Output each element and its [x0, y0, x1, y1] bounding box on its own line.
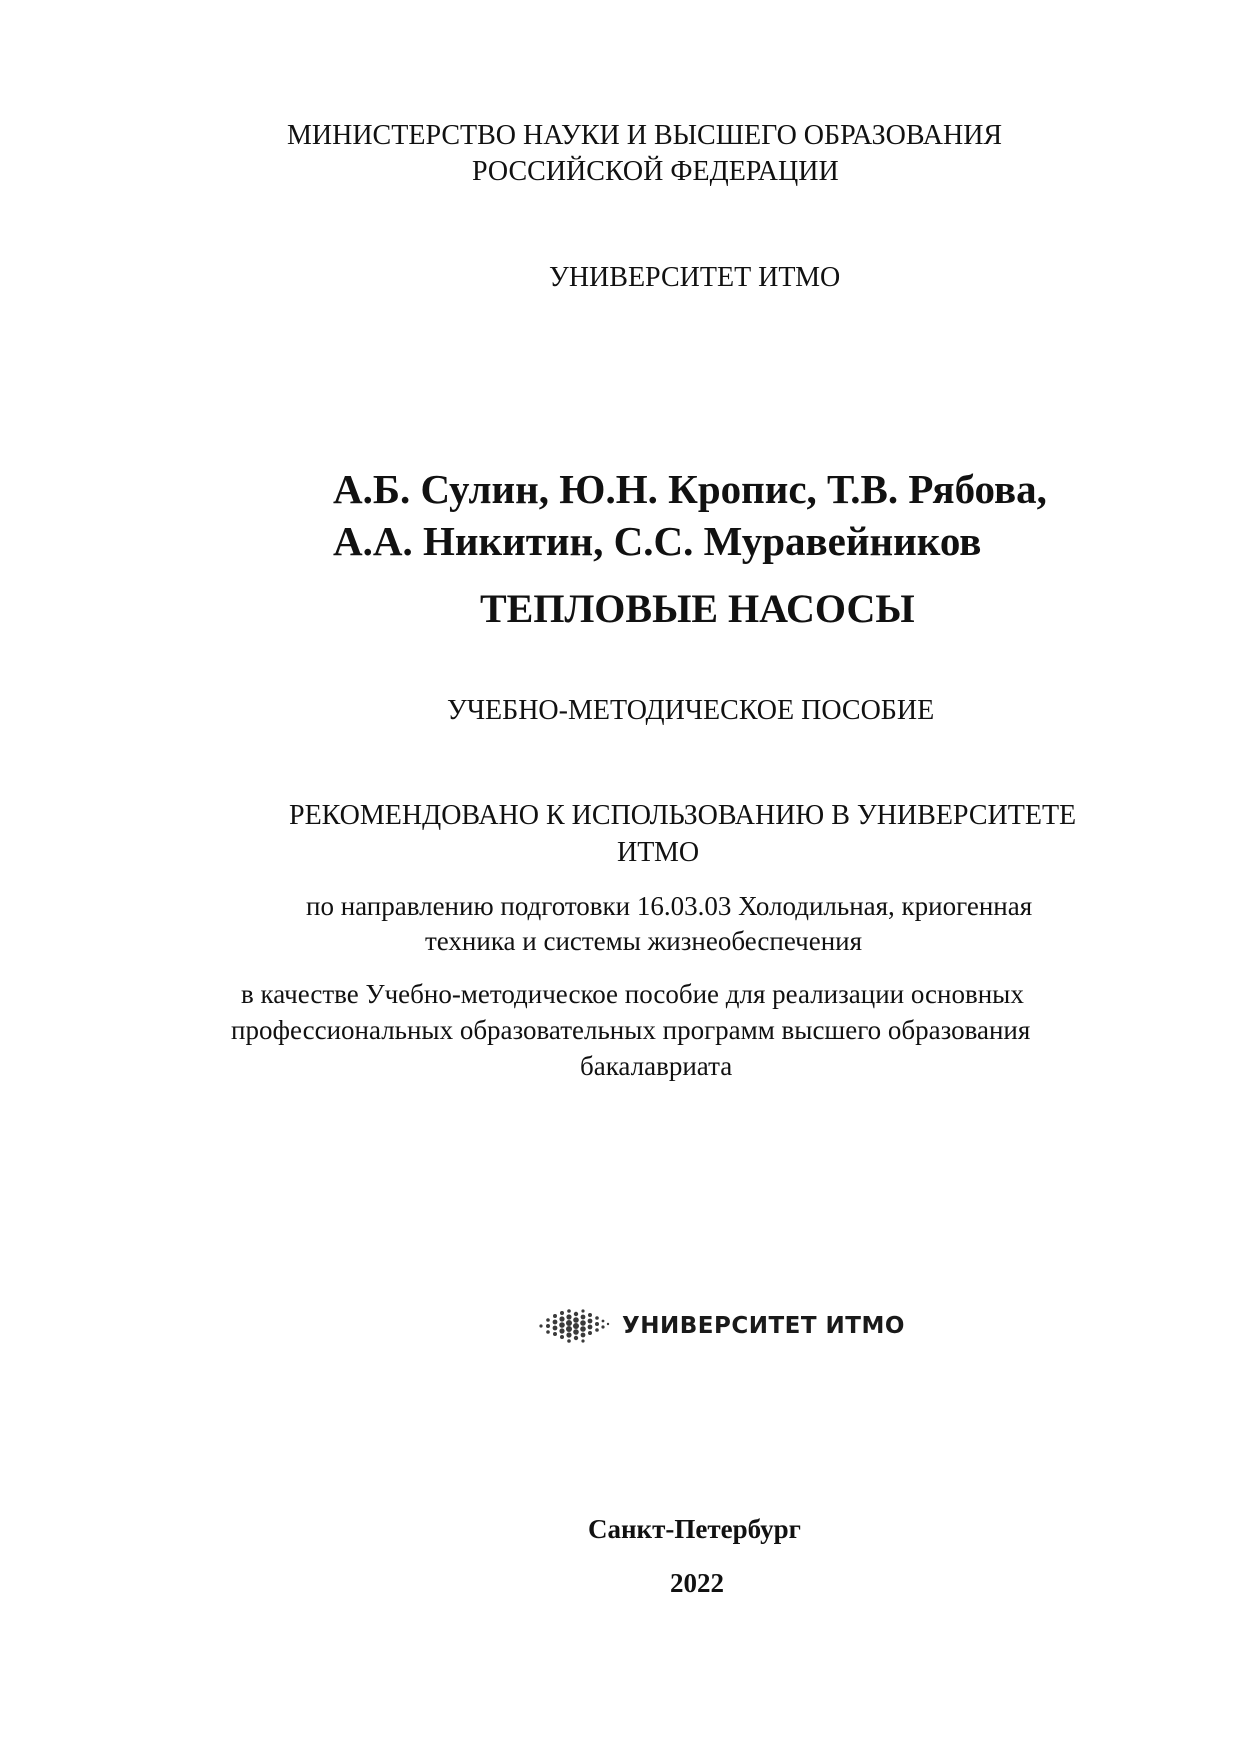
- document-type: УЧЕБНО-МЕТОДИЧЕСКОЕ ПОСОБИЕ: [447, 695, 935, 726]
- document-title: ТЕПЛОВЫЕ НАСОСЫ: [480, 586, 915, 631]
- logo-wordmark: УНИВЕРСИТЕТ ИТМО: [622, 1313, 905, 1339]
- university-name: УНИВЕРСИТЕТ ИТМО: [549, 262, 841, 293]
- direction-line-2: техника и системы жизнеобеспечения: [425, 926, 863, 956]
- ministry-line-2: РОССИЙСКОЙ ФЕДЕРАЦИИ: [472, 156, 839, 187]
- recommendation-line-1: РЕКОМЕНДОВАНО К ИСПОЛЬЗОВАНИЮ В УНИВЕРСИТЕТЕ: [289, 800, 1077, 831]
- recommendation-line-2: ИТМО: [617, 837, 700, 868]
- authors-line-1: А.Б. Сулин, Ю.Н. Кропис, Т.В. Рябова,: [333, 466, 1047, 512]
- itmo-logo: [537, 1306, 905, 1346]
- publication-city: Санкт-Петербург: [588, 1514, 801, 1544]
- direction-line-1: по направлению подготовки 16.03.03 Холодильная, криогенная: [306, 891, 1033, 921]
- ministry-line-1: МИНИСТЕРСТВО НАУКИ И ВЫСШЕГО ОБРАЗОВАНИЯ: [287, 120, 1003, 151]
- publication-year: 2022: [670, 1568, 724, 1598]
- itmo-dots-logo-icon: [537, 1306, 613, 1346]
- purpose-line-1: в качестве Учебно-методическое пособие для реализации основных: [241, 979, 1024, 1009]
- authors-line-2: А.А. Никитин, С.С. Муравейников: [333, 518, 982, 564]
- purpose-line-2: профессиональных образовательных программ высшего образования: [231, 1015, 1031, 1045]
- purpose-line-3: бакалавриата: [580, 1051, 733, 1081]
